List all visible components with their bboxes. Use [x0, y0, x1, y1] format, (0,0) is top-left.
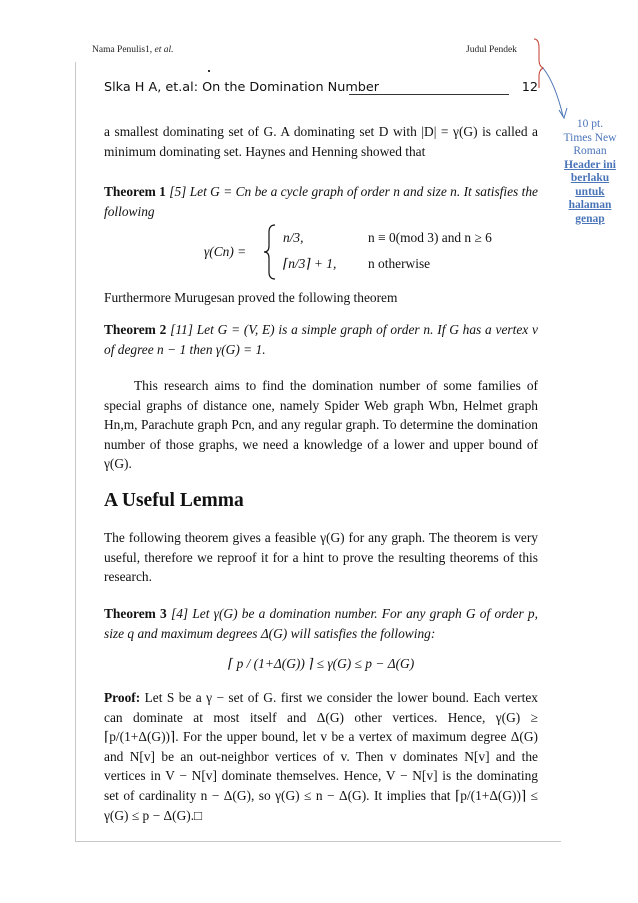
section-title: A Useful Lemma: [104, 490, 244, 511]
annotation-line: 10 pt.: [576, 118, 604, 130]
proof-body: Let S be a γ − set of G. first we consider the lower bound. Each vertex can dominate at most itself and Δ(G) other vertices. Hence, γ(G) ≥ ⌈p/(1+Δ(G))⌉. For the upper bound, let v be a vertex of maximum degree Δ(G) and N[v] be an out-neighbor vertices of v. Then v dominates N[v] and the vertices in V − N[v] dominate themselves. Hence, V − N[v] is the dominating set of cardinality n − Δ(G), so γ(G) ≤ n − Δ(G). It implies that ⌈p/(1+Δ(G))⌉ ≤ γ(G) ≤ p − Δ(G).□: [104, 690, 538, 823]
paragraph: a smallest dominating set of G. A dominating set D with |D| = γ(G) is called a minimum dominating set. Haynes and Henning showed that: [104, 124, 538, 159]
margin-annotation: [555, 118, 625, 226]
case1-value: n/3,: [283, 230, 304, 245]
page-frame-bottom: [75, 841, 561, 842]
annotation-line: untuk: [575, 185, 605, 198]
scan-speck: [208, 70, 210, 72]
annotation-line: halaman: [568, 199, 612, 211]
theorem-body: [11] Let G = (V, E) is a simple graph of order n. If G has a vertex v of degree n − 1 then γ(G) = 1.: [104, 322, 538, 357]
left-brace-icon: [263, 224, 277, 280]
equation-bounds: ⌈ p / (1+Δ(G)) ⌉ ≤ γ(G) ≤ p − Δ(G): [228, 656, 415, 671]
annotation-line: genap: [575, 212, 605, 225]
theorem-2: [104, 320, 538, 359]
page-header-etal: et al.: [154, 45, 174, 55]
annotation-line: berlaku: [570, 172, 610, 184]
running-head: [104, 80, 538, 98]
theorem-label: Theorem 1: [104, 184, 166, 199]
annotation-line: Times New: [563, 131, 617, 144]
proof: [104, 688, 538, 825]
page-number: 12: [521, 80, 538, 95]
paragraph: The following theorem gives a feasible γ(G) for any graph. The theorem is very useful, therefore we reproof it for a hint to prove the resulting theorems of this research.: [104, 530, 538, 585]
page-frame-left: [75, 62, 76, 842]
theorem-label: Theorem 2: [104, 322, 167, 337]
theorem-3: [104, 604, 538, 643]
annotation-line: Roman: [573, 145, 607, 157]
case2-value: ⌈n/3⌉ + 1,: [283, 256, 337, 271]
paragraph: This research aims to find the domination number of some families of special graphs of distance one, namely Spider Web graph Wbn, Helmet graph Hn,m, Parachute graph Pcn, and any regular graph. To determine the domination number of those graphs, we need a knowledge of a lower and upper bound of γ(G).: [104, 378, 538, 472]
theorem-label: Theorem 3: [104, 606, 167, 621]
theorem-1: [104, 182, 538, 221]
paragraph: Furthermore Murugesan proved the following theorem: [104, 290, 398, 305]
page-header-author: Nama Penulis1, et al.: [92, 45, 174, 55]
running-head-title: Slka H A, et.al: On the Domination Number: [104, 80, 380, 95]
case2-condition: n otherwise: [368, 256, 431, 271]
running-head-rule: [349, 94, 509, 95]
page-header-title: Judul Pendek: [466, 45, 517, 55]
theorem-body: [4] Let γ(G) be a domination number. For any graph G of order p, size q and maximum degrees Δ(G) will satisfies the following:: [104, 606, 538, 641]
annotation-line: Header ini: [564, 158, 616, 171]
proof-label: Proof:: [104, 690, 141, 705]
equation-lhs: γ(Cn) =: [204, 244, 247, 259]
case1-condition: n ≡ 0(mod 3) and n ≥ 6: [368, 230, 492, 245]
theorem-body: [5] Let G = Cn be a cycle graph of order n and size n. It satisfies the following: [104, 184, 538, 219]
